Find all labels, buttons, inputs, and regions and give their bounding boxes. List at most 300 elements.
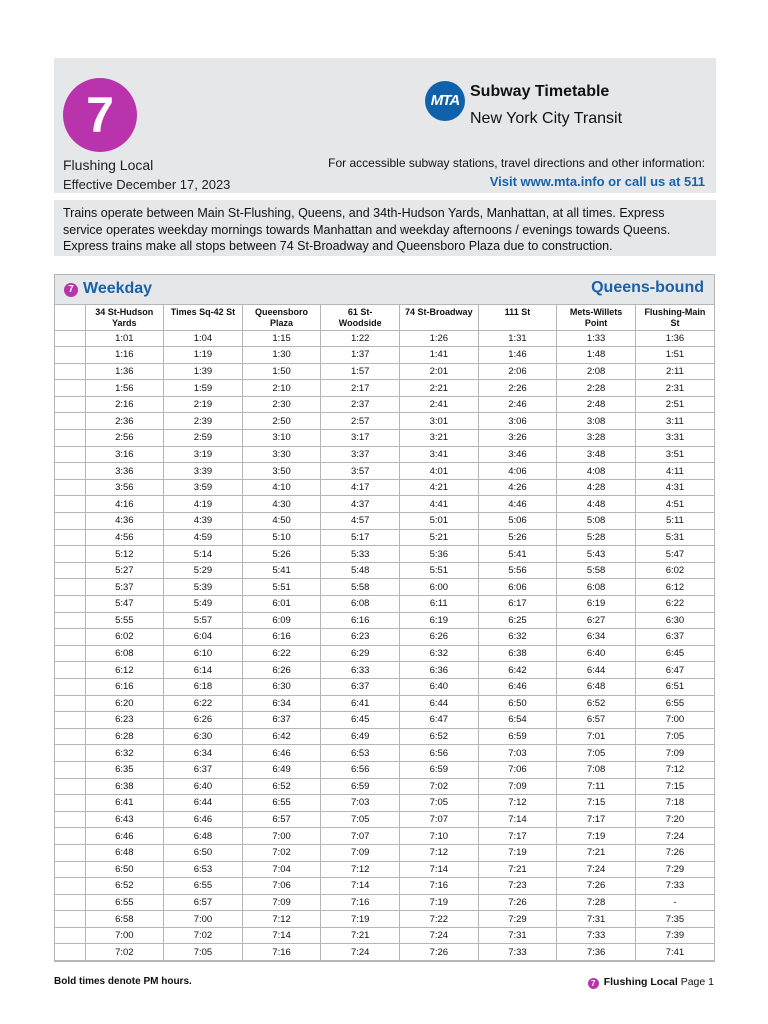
time-cell: 6:40 — [400, 678, 479, 695]
time-cell: 7:12 — [478, 795, 557, 812]
time-cell: 4:17 — [321, 479, 400, 496]
time-cell: 7:24 — [400, 927, 479, 944]
header-panel — [54, 58, 716, 193]
blank-cell — [55, 579, 85, 596]
table-row — [55, 612, 714, 629]
time-cell: 7:09 — [635, 745, 714, 762]
time-cell: 4:06 — [478, 463, 557, 480]
time-cell: 7:16 — [242, 944, 321, 961]
time-cell: 6:35 — [85, 761, 164, 778]
time-cell: 5:51 — [242, 579, 321, 596]
time-cell: 7:19 — [321, 911, 400, 928]
time-cell: 7:24 — [321, 944, 400, 961]
time-cell: 7:05 — [321, 811, 400, 828]
time-cell: 7:28 — [557, 894, 636, 911]
agency-name: New York City Transit — [470, 110, 623, 127]
table-row — [55, 579, 714, 596]
column-header — [635, 305, 714, 330]
time-cell: 6:49 — [242, 761, 321, 778]
time-cell: 6:44 — [400, 695, 479, 712]
service-name: Flushing Local — [63, 157, 154, 173]
time-cell: 6:26 — [400, 629, 479, 646]
time-cell: 7:09 — [321, 844, 400, 861]
time-cell: 4:46 — [478, 496, 557, 513]
time-cell: 7:22 — [400, 911, 479, 928]
time-cell: 6:46 — [478, 678, 557, 695]
time-cell: 2:59 — [164, 430, 243, 447]
time-cell: 6:10 — [164, 645, 243, 662]
time-cell: 7:33 — [635, 878, 714, 895]
time-cell: 7:24 — [635, 828, 714, 845]
blank-cell — [55, 712, 85, 729]
time-cell: 1:57 — [321, 363, 400, 380]
time-cell: 7:05 — [557, 745, 636, 762]
schedule-table — [55, 305, 714, 961]
time-cell: 6:38 — [478, 645, 557, 662]
time-cell: 7:14 — [400, 861, 479, 878]
time-cell: 3:59 — [164, 479, 243, 496]
time-cell: 6:57 — [164, 894, 243, 911]
time-cell: 6:55 — [635, 695, 714, 712]
time-cell: 4:56 — [85, 529, 164, 546]
time-cell: 7:14 — [478, 811, 557, 828]
time-cell: 6:59 — [400, 761, 479, 778]
blank-cell — [55, 662, 85, 679]
time-cell: 6:34 — [557, 629, 636, 646]
time-cell: 2:56 — [85, 430, 164, 447]
time-cell: 3:31 — [635, 430, 714, 447]
time-cell: 6:49 — [321, 728, 400, 745]
time-cell: 5:33 — [321, 546, 400, 563]
time-cell: 5:41 — [478, 546, 557, 563]
blank-cell — [55, 330, 85, 347]
time-cell: 5:08 — [557, 513, 636, 530]
table-row — [55, 446, 714, 463]
time-cell: 6:02 — [635, 562, 714, 579]
blank-cell — [55, 479, 85, 496]
time-cell: 3:57 — [321, 463, 400, 480]
time-cell: 6:55 — [242, 795, 321, 812]
table-row — [55, 396, 714, 413]
column-header — [400, 305, 479, 330]
time-cell: 7:06 — [478, 761, 557, 778]
time-cell: 3:06 — [478, 413, 557, 430]
timetable — [54, 274, 715, 962]
table-row — [55, 347, 714, 364]
time-cell: 6:48 — [557, 678, 636, 695]
time-cell: 6:23 — [321, 629, 400, 646]
table-row — [55, 546, 714, 563]
time-cell: 7:17 — [557, 811, 636, 828]
table-row — [55, 695, 714, 712]
time-cell: 2:36 — [85, 413, 164, 430]
time-cell: 6:41 — [321, 695, 400, 712]
time-cell: 6:48 — [164, 828, 243, 845]
time-cell: 7:03 — [478, 745, 557, 762]
service-notice: Trains operate between Main St-Flushing, Queens, and 34th-Hudson Yards, Manhattan, at all times. Express service operates weekday mornings towards Manhattan and weekday afternoons / evenings towards Queens. Express trains make all stops between 74 St-Broadway and Queensboro Plaza due to construction. — [54, 200, 716, 256]
time-cell: 7:12 — [242, 911, 321, 928]
time-cell: 5:06 — [478, 513, 557, 530]
time-cell: 4:48 — [557, 496, 636, 513]
blank-cell — [55, 513, 85, 530]
time-cell: 6:56 — [321, 761, 400, 778]
column-header-line: Times Sq-42 St — [170, 307, 236, 317]
blank-cell — [55, 347, 85, 364]
time-cell: 5:41 — [242, 562, 321, 579]
time-cell: 6:08 — [557, 579, 636, 596]
blank-cell — [55, 944, 85, 961]
time-cell: 2:26 — [478, 380, 557, 397]
time-cell: 7:12 — [400, 844, 479, 861]
time-cell: 6:09 — [242, 612, 321, 629]
time-cell: 7:00 — [242, 828, 321, 845]
blank-cell — [55, 861, 85, 878]
time-cell: 7:29 — [635, 861, 714, 878]
time-cell: 4:31 — [635, 479, 714, 496]
time-cell: 1:50 — [242, 363, 321, 380]
time-cell: 6:58 — [85, 911, 164, 928]
time-cell: 4:26 — [478, 479, 557, 496]
time-cell: 1:15 — [242, 330, 321, 347]
column-header-line: Plaza — [270, 317, 294, 328]
table-row — [55, 330, 714, 347]
time-cell: 5:57 — [164, 612, 243, 629]
time-cell: 6:46 — [242, 745, 321, 762]
time-cell: 6:37 — [164, 761, 243, 778]
route-7-footer-badge: 7 — [588, 978, 599, 989]
blank-cell — [55, 430, 85, 447]
time-cell: 7:39 — [635, 927, 714, 944]
time-cell: 2:31 — [635, 380, 714, 397]
time-cell: 6:50 — [85, 861, 164, 878]
time-cell: 1:16 — [85, 347, 164, 364]
time-cell: 3:37 — [321, 446, 400, 463]
time-cell: 3:50 — [242, 463, 321, 480]
table-row — [55, 413, 714, 430]
time-cell: 5:49 — [164, 596, 243, 613]
accessibility-info: For accessible subway stations, travel directions and other information: — [328, 156, 705, 170]
time-cell: 7:00 — [635, 712, 714, 729]
time-cell: 5:47 — [85, 596, 164, 613]
time-cell: 1:48 — [557, 347, 636, 364]
time-cell: 4:50 — [242, 513, 321, 530]
blank-cell — [55, 778, 85, 795]
time-cell: 6:19 — [400, 612, 479, 629]
table-row — [55, 878, 714, 895]
blank-cell — [55, 761, 85, 778]
time-cell: 6:29 — [321, 645, 400, 662]
time-cell: 6:55 — [164, 878, 243, 895]
blank-cell — [55, 795, 85, 812]
blank-cell — [55, 562, 85, 579]
time-cell: 6:53 — [164, 861, 243, 878]
time-cell: 7:35 — [635, 911, 714, 928]
time-cell: 6:16 — [85, 678, 164, 695]
time-cell: 6:50 — [164, 844, 243, 861]
time-cell: 6:34 — [164, 745, 243, 762]
time-cell: 4:21 — [400, 479, 479, 496]
column-header — [85, 305, 164, 330]
time-cell: 2:57 — [321, 413, 400, 430]
time-cell: 5:14 — [164, 546, 243, 563]
time-cell: 5:43 — [557, 546, 636, 563]
time-cell: 6:30 — [164, 728, 243, 745]
time-cell: 4:51 — [635, 496, 714, 513]
table-row — [55, 728, 714, 745]
time-cell: 7:12 — [635, 761, 714, 778]
time-cell: 7:33 — [557, 927, 636, 944]
time-cell: 7:41 — [635, 944, 714, 961]
time-cell: 7:31 — [478, 927, 557, 944]
column-header — [242, 305, 321, 330]
time-cell: 2:01 — [400, 363, 479, 380]
time-cell: 5:29 — [164, 562, 243, 579]
time-cell: 7:07 — [321, 828, 400, 845]
time-cell: 6:08 — [85, 645, 164, 662]
time-cell: 4:59 — [164, 529, 243, 546]
time-cell: 6:22 — [635, 596, 714, 613]
time-cell: 6:04 — [164, 629, 243, 646]
time-cell: 6:30 — [635, 612, 714, 629]
time-cell: 5:21 — [400, 529, 479, 546]
time-cell: 6:06 — [478, 579, 557, 596]
time-cell: 7:15 — [635, 778, 714, 795]
time-cell: 7:09 — [478, 778, 557, 795]
route-7-badge: 7 — [63, 78, 137, 152]
blank-cell — [55, 612, 85, 629]
time-cell: 6:45 — [635, 645, 714, 662]
time-cell: 6:59 — [321, 778, 400, 795]
time-cell: 3:26 — [478, 430, 557, 447]
time-cell: 6:56 — [400, 745, 479, 762]
time-cell: 1:46 — [478, 347, 557, 364]
time-cell: 7:06 — [242, 878, 321, 895]
footer-page-info — [588, 976, 714, 989]
time-cell: 6:47 — [400, 712, 479, 729]
time-cell: 1:36 — [635, 330, 714, 347]
time-cell: 5:01 — [400, 513, 479, 530]
time-cell: 7:07 — [400, 811, 479, 828]
time-cell: 6:25 — [478, 612, 557, 629]
table-row — [55, 778, 714, 795]
column-header-line: Woodside — [338, 317, 382, 328]
time-cell: 6:50 — [478, 695, 557, 712]
time-cell: 7:19 — [557, 828, 636, 845]
time-cell: 3:01 — [400, 413, 479, 430]
time-cell: 1:51 — [635, 347, 714, 364]
time-cell: 5:11 — [635, 513, 714, 530]
table-row — [55, 380, 714, 397]
time-cell: 5:36 — [400, 546, 479, 563]
time-cell: 6:42 — [242, 728, 321, 745]
time-cell: 6:41 — [85, 795, 164, 812]
time-cell: 6:40 — [557, 645, 636, 662]
time-cell: 5:48 — [321, 562, 400, 579]
column-header — [478, 305, 557, 330]
time-cell: 1:04 — [164, 330, 243, 347]
time-cell: 7:14 — [321, 878, 400, 895]
time-cell: 6:32 — [400, 645, 479, 662]
time-cell: 7:17 — [478, 828, 557, 845]
time-cell: - — [635, 894, 714, 911]
table-row — [55, 844, 714, 861]
time-cell: 5:51 — [400, 562, 479, 579]
time-cell: 6:37 — [635, 629, 714, 646]
time-cell: 6:52 — [85, 878, 164, 895]
table-row — [55, 911, 714, 928]
blank-cell — [55, 678, 85, 695]
time-cell: 7:05 — [164, 944, 243, 961]
document-title: Subway Timetable — [470, 83, 610, 100]
time-cell: 7:24 — [557, 861, 636, 878]
table-row — [55, 529, 714, 546]
column-header-line: Yards — [112, 317, 137, 328]
time-cell: 1:59 — [164, 380, 243, 397]
table-row — [55, 761, 714, 778]
time-cell: 6:51 — [635, 678, 714, 695]
time-cell: 7:14 — [242, 927, 321, 944]
time-cell: 6:57 — [557, 712, 636, 729]
timetable-header — [55, 275, 714, 305]
time-cell: 4:10 — [242, 479, 321, 496]
table-row — [55, 712, 714, 729]
blank-cell — [55, 463, 85, 480]
time-cell: 6:46 — [164, 811, 243, 828]
time-cell: 6:17 — [478, 596, 557, 613]
blank-cell — [55, 828, 85, 845]
time-cell: 6:36 — [400, 662, 479, 679]
time-cell: 6:18 — [164, 678, 243, 695]
column-header-line: 61 St- — [347, 307, 373, 317]
time-cell: 6:14 — [164, 662, 243, 679]
time-cell: 6:22 — [242, 645, 321, 662]
time-cell: 6:53 — [321, 745, 400, 762]
time-cell: 6:43 — [85, 811, 164, 828]
time-cell: 6:32 — [85, 745, 164, 762]
time-cell: 5:12 — [85, 546, 164, 563]
table-row — [55, 745, 714, 762]
footer-note: Bold times denote PM hours. — [54, 976, 192, 987]
time-cell: 6:22 — [164, 695, 243, 712]
time-cell: 7:19 — [478, 844, 557, 861]
time-cell: 7:29 — [478, 911, 557, 928]
time-cell: 2:10 — [242, 380, 321, 397]
time-cell: 2:46 — [478, 396, 557, 413]
time-cell: 7:05 — [400, 795, 479, 812]
column-header-line: 111 St — [504, 307, 531, 317]
time-cell: 6:57 — [242, 811, 321, 828]
time-cell: 7:16 — [400, 878, 479, 895]
time-cell: 2:21 — [400, 380, 479, 397]
blank-cell — [55, 363, 85, 380]
day-label: Weekday — [83, 280, 153, 297]
time-cell: 1:31 — [478, 330, 557, 347]
blank-cell — [55, 396, 85, 413]
time-cell: 1:56 — [85, 380, 164, 397]
column-header — [557, 305, 636, 330]
effective-date: Effective December 17, 2023 — [63, 177, 231, 192]
contact-link[interactable]: Visit www.mta.info or call us at 511 — [489, 174, 705, 189]
time-cell: 1:22 — [321, 330, 400, 347]
time-cell: 7:31 — [557, 911, 636, 928]
time-cell: 7:26 — [478, 894, 557, 911]
time-cell: 6:48 — [85, 844, 164, 861]
table-row — [55, 629, 714, 646]
table-row — [55, 894, 714, 911]
blank-cell — [55, 645, 85, 662]
column-header-line: 34 St-Hudson — [95, 307, 154, 317]
time-cell: 6:26 — [164, 712, 243, 729]
time-cell: 6:00 — [400, 579, 479, 596]
time-cell: 2:08 — [557, 363, 636, 380]
table-row — [55, 562, 714, 579]
time-cell: 1:01 — [85, 330, 164, 347]
time-cell: 6:34 — [242, 695, 321, 712]
blank-cell — [55, 894, 85, 911]
page-number: Page 1 — [680, 976, 714, 988]
time-cell: 4:01 — [400, 463, 479, 480]
time-cell: 4:30 — [242, 496, 321, 513]
time-cell: 4:16 — [85, 496, 164, 513]
blank-cell — [55, 380, 85, 397]
time-cell: 2:19 — [164, 396, 243, 413]
time-cell: 3:17 — [321, 430, 400, 447]
time-cell: 1:36 — [85, 363, 164, 380]
time-cell: 4:57 — [321, 513, 400, 530]
time-cell: 5:39 — [164, 579, 243, 596]
time-cell: 3:36 — [85, 463, 164, 480]
time-cell: 5:26 — [242, 546, 321, 563]
time-cell: 5:31 — [635, 529, 714, 546]
time-cell: 4:11 — [635, 463, 714, 480]
time-cell: 7:21 — [557, 844, 636, 861]
blank-cell — [55, 745, 85, 762]
time-cell: 1:39 — [164, 363, 243, 380]
time-cell: 7:36 — [557, 944, 636, 961]
table-row — [55, 861, 714, 878]
blank-cell — [55, 546, 85, 563]
time-cell: 5:58 — [557, 562, 636, 579]
table-row — [55, 513, 714, 530]
time-cell: 4:19 — [164, 496, 243, 513]
time-cell: 3:08 — [557, 413, 636, 430]
time-cell: 7:21 — [478, 861, 557, 878]
column-header-line: Queensboro — [255, 307, 309, 317]
blank-cell — [55, 927, 85, 944]
time-cell: 7:16 — [321, 894, 400, 911]
time-cell: 6:26 — [242, 662, 321, 679]
time-cell: 6:38 — [85, 778, 164, 795]
time-cell: 2:11 — [635, 363, 714, 380]
time-cell: 7:10 — [400, 828, 479, 845]
column-header-line: St — [670, 317, 680, 328]
time-cell: 2:28 — [557, 380, 636, 397]
time-cell: 2:50 — [242, 413, 321, 430]
time-cell: 4:08 — [557, 463, 636, 480]
time-cell: 7:26 — [635, 844, 714, 861]
time-cell: 7:02 — [164, 927, 243, 944]
time-cell: 6:23 — [85, 712, 164, 729]
time-cell: 5:27 — [85, 562, 164, 579]
time-cell: 7:00 — [85, 927, 164, 944]
time-cell: 1:37 — [321, 347, 400, 364]
time-cell: 6:37 — [242, 712, 321, 729]
time-cell: 6:44 — [557, 662, 636, 679]
table-row — [55, 479, 714, 496]
blank-header-cell — [55, 305, 85, 330]
time-cell: 6:55 — [85, 894, 164, 911]
time-cell: 6:52 — [557, 695, 636, 712]
